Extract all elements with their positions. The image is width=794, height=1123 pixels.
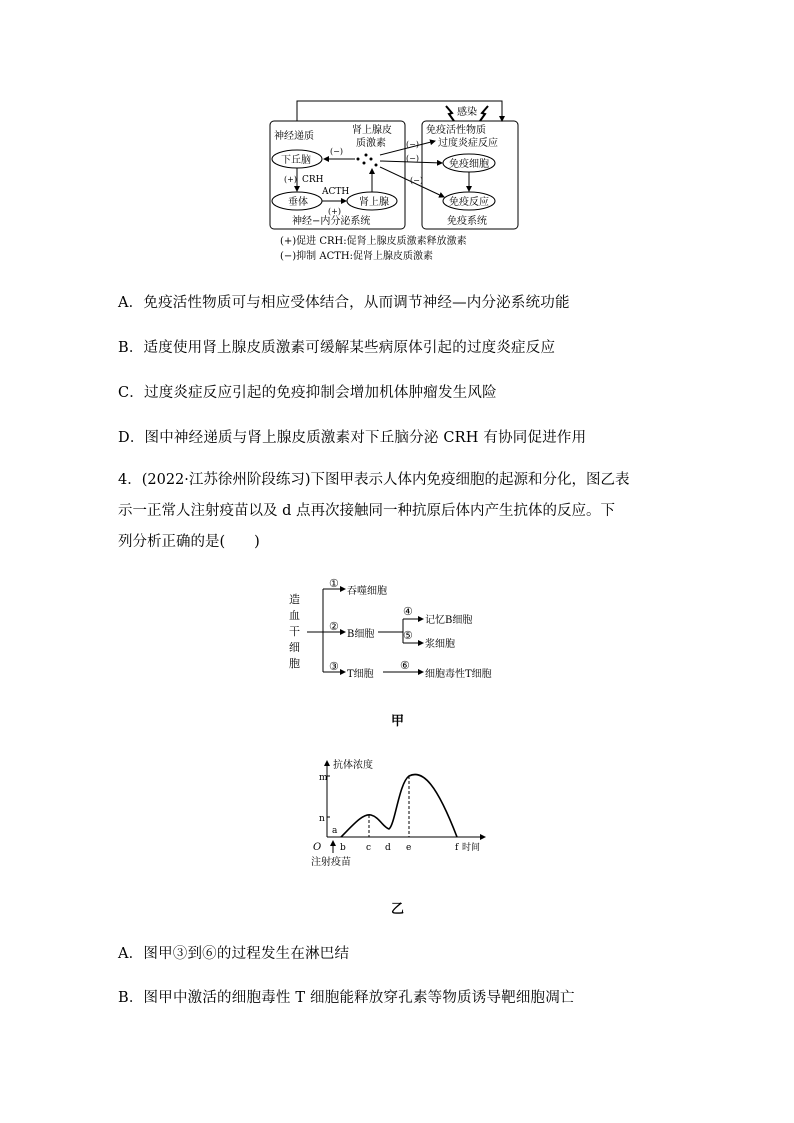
immune-system-label: 免疫系统	[447, 216, 487, 227]
crh-plus: (+)	[284, 175, 297, 184]
a-label: a	[332, 826, 338, 836]
crh-label: CRH	[302, 175, 324, 185]
immune-cells-label: 免疫细胞	[449, 159, 489, 170]
label-4: ④	[403, 605, 413, 618]
immune-cell-origin-diagram	[285, 575, 525, 690]
minus-label: (−)	[406, 154, 419, 163]
antibody-curve-chart	[305, 755, 505, 875]
x-tick-c: c	[366, 843, 372, 853]
y-axis-label: 抗体浓度	[333, 760, 373, 771]
neurotransmitter-label: 神经递质	[274, 131, 314, 142]
svg-text:干: 干	[289, 625, 300, 638]
cytotoxic-t-label: 细胞毒性T细胞	[425, 669, 492, 680]
q4-stem-line-2: 示一正常人注射疫苗以及 d 点再次接触同一种抗原后体内产生抗体的反应。下	[118, 503, 615, 519]
figure-jia-caption: 甲	[391, 714, 405, 729]
tcell-label: T细胞	[347, 669, 374, 680]
infection-label: 感染	[457, 107, 477, 118]
neuro-system-label: 神经−内分泌系统	[292, 216, 371, 227]
q4-option-a: A．图甲③到⑥的过程发生在淋巴结	[118, 946, 350, 962]
y-tick-n: n	[319, 814, 325, 824]
q4-stem-line-1: 4．(2022·江苏徐州阶段练习)下图甲表示人体内免疫细胞的起源和分化，图乙表	[118, 472, 630, 488]
neuro-immune-diagram	[260, 95, 530, 270]
memory-b-label: 记忆B细胞	[425, 615, 473, 626]
excess-inflammation-label: 过度炎症反应	[438, 138, 498, 149]
x-axis-label: 时间	[462, 843, 481, 853]
label-2: ②	[329, 620, 339, 633]
cortisol-label-2: 质激素	[356, 138, 386, 149]
q3-option-c: C．过度炎症反应引起的免疫抑制会增加机体肿瘤发生风险	[118, 385, 497, 401]
phagocyte-label: 吞噬细胞	[347, 586, 387, 597]
stem-cell-label	[289, 592, 300, 670]
q3-option-d: D．图中神经递质与肾上腺皮质激素对下丘脑分泌 CRH 有协同促进作用	[118, 430, 587, 446]
plasma-label: 浆细胞	[425, 639, 455, 650]
svg-text:血: 血	[289, 609, 300, 622]
bcell-label: B细胞	[347, 629, 375, 640]
immune-substance-label: 免疫活性物质	[426, 125, 486, 136]
q4-stem-line-3: 列分析正确的是( )	[118, 534, 260, 550]
immune-response-label: 免疫反应	[449, 197, 489, 208]
lightning-icon	[480, 106, 488, 121]
svg-text:细: 细	[289, 641, 300, 654]
minus-label: (−)	[406, 140, 419, 149]
adrenal-label: 肾上腺	[359, 197, 389, 208]
figure-yi-caption: 乙	[391, 902, 405, 917]
legend-line-1: (+)促进 CRH:促肾上腺皮质激素释放激素	[280, 236, 467, 247]
label-5: ⑤	[403, 629, 413, 642]
antibody-curve	[341, 774, 457, 837]
y-tick-m: m	[319, 773, 328, 783]
origin-label: O	[313, 842, 322, 853]
svg-text:造: 造	[289, 593, 300, 606]
vaccine-label: 注射疫苗	[311, 857, 351, 868]
minus-label: (−)	[410, 176, 423, 185]
hormone-dots	[357, 154, 378, 167]
pituitary-label: 垂体	[288, 197, 308, 208]
q4-option-b: B．图甲中激活的细胞毒性 T 细胞能释放穿孔素等物质诱导靶细胞凋亡	[118, 990, 575, 1006]
minus-label: (−)	[330, 147, 343, 156]
acth-label: ACTH	[322, 187, 350, 197]
x-tick-e: e	[406, 843, 412, 853]
label-3: ③	[329, 660, 339, 673]
x-tick-d: d	[385, 843, 391, 853]
x-tick-f: f	[455, 843, 459, 853]
q3-option-b: B．适度使用肾上腺皮质激素可缓解某些病原体引起的过度炎症反应	[118, 340, 556, 356]
label-6: ⑥	[400, 659, 410, 672]
lightning-icon	[446, 106, 454, 121]
svg-text:胞: 胞	[289, 657, 300, 670]
q3-option-a: A．免疫活性物质可与相应受体结合，从而调节神经—内分泌系统功能	[118, 295, 570, 311]
label-1: ①	[329, 577, 339, 590]
hypothalamus-label: 下丘脑	[281, 155, 311, 166]
acth-plus: (+)	[328, 207, 341, 216]
x-tick-b: b	[340, 843, 346, 853]
cortisol-label: 肾上腺皮	[352, 125, 392, 136]
legend-line-2: (−)抑制 ACTH:促肾上腺皮质激素	[280, 251, 433, 262]
